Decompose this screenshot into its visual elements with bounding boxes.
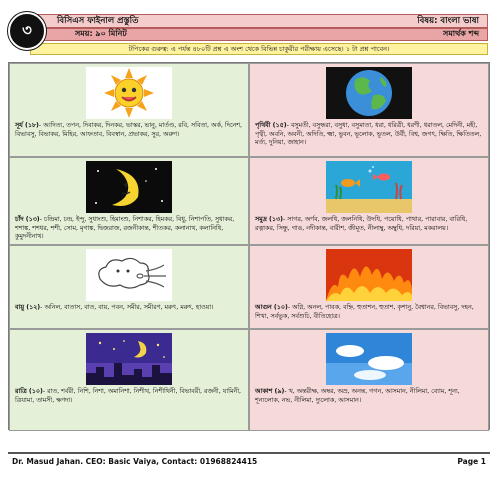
sky-icon [326,333,412,385]
sun-icon [86,67,172,119]
topic-label: সমার্থক শব্দ [443,29,479,38]
word-title: চাঁদ (১৩) [15,216,40,223]
card-moon [9,157,249,245]
word-title: পৃথিবী (১৫) [255,122,287,129]
synonym-list: - খ, অন্তরীক্ষ, অম্বর, অভ্র, অনন্ত, গগন, আসমান, নীলিমা, ব্যোম, শূন্য, শূন্যলোক, নভ, নীলিমা, দ্যুলোক, আসমান। [255,388,460,404]
card-sky [249,329,489,431]
card-night [9,329,249,431]
card-wind [9,245,249,329]
synonym-list: - চন্দ্রিমা, চন্দ্র, ইন্দু, সুধাংশু, হিমাংশু, নিশাকর, হিমকর, বিধু, নিশাপতি, সুধাকর, শশাঙ্ক, শশধর, শশী, সোম, মৃগাঙ্ক, দ্বিজরাজ, রজনীকান্ত, শীতকর, কলানাথ, কলানিধি, কুমুদনীনাথ। [15,216,235,241]
title-row [30,14,488,28]
synonym-list: - আদিত্য, তপন, দিবাকর, দিনকর, ভাস্কর, ভানু, মার্তণ্ড, রবি, সবিতা, অর্ক, দিনেশ, বিভাবসু, বিভাকর, মিহির, আফতাব, বিবস্বান, প্রভাকর, সুর, অরুণ। [15,122,242,138]
synonym-list: - বসুমতী, বসুন্ধরা, বসুধা, বসুমাতা, ধরা, ধরিত্রী, ধরণী, ধরাতল, মেদিনী, মহী, পৃথ্বী, অবনি, অবনী, অদিতি, ক্ষ্মা, ভুবন, ভূলোক, ভূতল, উর্বী, বিশ্ব, জগৎ, ক্ষিতি, ক্ষিতিতল, মর্ত্য, দুনিয়া, জাহান। [255,122,482,147]
page-number: Page 1 [457,456,486,466]
word-title: আগুন (১০) [255,304,288,311]
synonym-list: - সাগর, অর্ণব, জলধি, জলনিধি, উদধি, পয়োধি, পাথার, পারাবার, বারিধি, রত্নাকর, সিন্ধু, গাঙ, নদীকান্ত, বারীশ, জীমূত, নীলাম্বু, অম্বুধি, দরিয়া, মকরালয়। [255,216,468,232]
synonym-list: - অনিল, বাতাস, বাত, বায়, পবন, সমীর, সমীরণ, মরুৎ, মরুৎ, হাওয়া। [40,304,214,311]
page-header [8,8,490,58]
moon-icon [86,161,172,213]
fire-icon [326,249,412,301]
word-title: রাত্রি (১০) [15,388,43,395]
synonym-list: - অগ্নি, অনল, পাবক, বহ্নি, হুতাশন, হুতাশ, কৃশানু, বৈশ্বানর, বিভাবসু, দহন, শিখা, সর্বভুক, সর্বশুচি, বীতিহোত্র। [255,304,474,320]
subject-label: বিষয়: বাংলা ভাষা [417,16,479,26]
card-fire [249,245,489,329]
night-icon [86,333,172,385]
page-footer [8,452,490,468]
wind-icon [86,249,172,301]
word-title: আকাশ (৯) [255,388,285,395]
synonym-grid [8,62,490,430]
card-earth [249,63,489,157]
sea-icon [326,161,412,213]
section-number-badge: ৩ [8,12,46,50]
card-sun [9,63,249,157]
time-row [30,28,488,41]
card-sea [249,157,489,245]
exam-title: বিসিএস ফাইনাল প্রস্তুতি [57,16,139,26]
time-label: সময়: ৯০ মিনিট [75,29,127,38]
word-title: সমুদ্র (১৩) [255,216,283,223]
synonym-list: - রাত, শর্বরী, নিশি, নিশা, অমানিশা, নিশীথ, নিশীথিনী, বিভাবরী, রজনী, যামিনী, ত্রিযামা, তামসী, ক্ষণদা। [15,388,242,404]
globe-icon [326,67,412,119]
word-title: সূর্য (১৮) [15,122,39,129]
importance-notice: টপিকের গুরুত্ব: এ পর্যন্ত ৪৮০টি প্রশ্ন এ অংশ থেকে বিভিন্ন চাকুরীর পরীক্ষায় এসেছে। ১ টা প্রশ্ন পাবেন। [30,43,488,55]
author-contact: Dr. Masud Jahan. CEO: Basic Vaiya, Contact: 01968824415 [12,456,258,466]
word-title: বায়ু (১২) [15,304,41,311]
